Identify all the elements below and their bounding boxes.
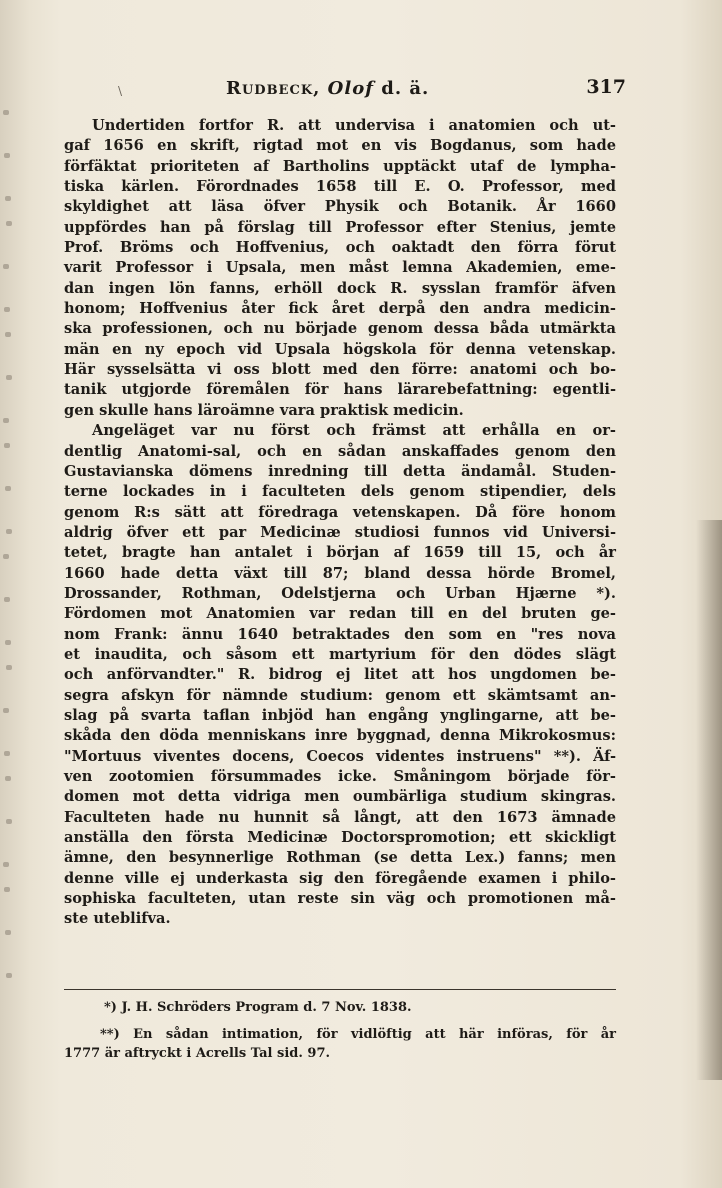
gutter-speck <box>4 153 10 158</box>
text-line: denne ville ej underkasta sig den föregående examen i philo- <box>64 869 616 887</box>
gutter-speck <box>5 332 11 337</box>
gutter-speck <box>6 375 12 380</box>
text-line: ste uteblifva. <box>64 910 171 928</box>
text-line: tanik utgjorde föremålen för hans lärarebefattning: egentli- <box>64 381 616 399</box>
text-line: "Mortuus viventes docens, Coecos videntes instruens" **). Äf- <box>64 747 616 765</box>
footnote-rule <box>64 989 616 990</box>
text-line: Drossander, Rothman, Odelstjerna och Urban Hjærne *). <box>64 584 616 602</box>
text-line: skyldighet att läsa öfver Physik och Botanik. År 1660 <box>64 198 616 216</box>
entry-given-name: Olof <box>327 78 374 99</box>
text-line: 1660 hade detta växt till 87; bland dessa hörde Bromel, <box>64 564 616 582</box>
gutter-speck <box>4 887 10 892</box>
page-number: 317 <box>586 76 626 98</box>
gutter-speck <box>3 554 9 559</box>
text-line: Angeläget var nu först och främst att erhålla en or- <box>92 422 616 440</box>
gutter-speck <box>3 418 9 423</box>
entry-surname: Rudbeck, <box>226 78 321 99</box>
text-line: aldrig öfver ett par Medicinæ studiosi funnos vid Universi- <box>64 523 616 541</box>
text-line: gaf 1656 en skrift, rigtad mot en vis Bogdanus, som hade <box>64 137 616 155</box>
gutter-speck <box>6 665 12 670</box>
gutter-speck <box>6 819 12 824</box>
text-line: sophiska faculteten, utan reste sin väg och promotionen må- <box>64 890 616 908</box>
gutter-speck <box>4 443 10 448</box>
text-line: dan ingen lön fanns, erhöll dock R. sysslan framför äfven <box>64 279 616 297</box>
text-line: honom; Hoffvenius åter fick året derpå den andra medicin- <box>64 300 616 318</box>
gutter-speck <box>5 196 11 201</box>
body-text <box>64 116 616 930</box>
text-line: skåda den döda menniskans inre byggnad, denna Mikrokosmus: <box>64 727 616 745</box>
text-line: domen mot detta vidriga men oumbärliga studium skingras. <box>64 788 616 806</box>
page-edge-shadow <box>696 520 722 1080</box>
text-line: genom R:s sätt att föredraga vetenskapen. Då före honom <box>64 503 616 521</box>
gutter-speck <box>6 529 12 534</box>
running-head <box>118 74 626 104</box>
gutter-speck <box>6 973 12 978</box>
gutter-speck <box>4 751 10 756</box>
text-line: nom Frank: ännu 1640 betraktades den som en "res nova <box>64 625 616 643</box>
gutter-speck <box>3 708 9 713</box>
footnote-1: *) J. H. Schröders Program d. 7 Nov. 1838. <box>104 1000 412 1015</box>
entry-suffix: d. ä. <box>381 78 430 99</box>
text-line: Faculteten hade nu hunnit så långt, att den 1673 ämnade <box>64 808 616 826</box>
text-line: ven zootomien försummades icke. Småningom började för- <box>64 768 616 785</box>
footnote-2: **) En sådan intimation, för vidlöftig att här införas, för år <box>100 1027 616 1042</box>
gutter-speck <box>5 930 11 935</box>
text-line: anställa den första Medicinæ Doctorspromotion; ett skickligt <box>64 829 616 847</box>
text-line: segra afskyn för nämnde studium: genom ett skämtsamt an- <box>64 686 616 704</box>
text-line: Här sysselsätta vi oss blott med den förre: anatomi och bo- <box>64 361 616 379</box>
text-line: terne lockades in i faculteten dels genom stipendier, dels <box>64 483 616 501</box>
text-line: dentlig Anatomi-sal, och en sådan anskaffades genom den <box>64 442 616 460</box>
gutter-speck <box>3 862 9 867</box>
gutter-edge <box>0 110 22 1010</box>
footnotes <box>64 998 616 1063</box>
text-line: varit Professor i Upsala, men måst lemna Akademien, eme- <box>64 259 616 277</box>
text-line: ska professionen, och nu började genom dessa båda utmärkta <box>64 320 616 338</box>
text-line: gen skulle hans läroämne vara praktisk medicin. <box>64 401 464 419</box>
text-line: Gustavianska dömens inredning till detta ändamål. Studen- <box>64 462 616 480</box>
text-line: ämne, den besynnerlige Rothman (se detta Lex.) fanns; men <box>64 849 616 867</box>
text-line: Undertiden fortfor R. att undervisa i anatomien och ut- <box>92 117 616 134</box>
gutter-speck <box>5 486 11 491</box>
text-line: Fördomen mot Anatomien var redan till en del bruten ge- <box>64 605 616 623</box>
gutter-speck <box>5 640 11 645</box>
text-line: tetet, bragte han antalet i början af 1659 till 15, och år <box>64 544 616 562</box>
gutter-speck <box>5 776 11 781</box>
gutter-speck <box>4 597 10 602</box>
footnote-2-continued: 1777 är aftryckt i Acrells Tal sid. 97. <box>64 1046 331 1061</box>
text-line: förfäktat prioriteten af Bartholins upptäckt utaf de lympha- <box>64 157 616 175</box>
text-line: och anförvandter." R. bidrog ej litet att hos ungdomen be- <box>64 666 616 684</box>
gutter-speck <box>3 264 9 269</box>
text-line: män en ny epoch vid Upsala högskola för denna vetenskap. <box>64 340 616 358</box>
text-line: Prof. Bröms och Hoffvenius, och oaktadt den förra förut <box>64 239 616 257</box>
text-line: tiska kärlen. Förordnades 1658 till E. O. Professor, med <box>64 178 616 196</box>
entry-title <box>226 78 429 99</box>
text-line: uppfördes han på förslag till Professor efter Stenius, jemte <box>64 218 616 236</box>
gutter-speck <box>6 221 12 226</box>
gutter-speck <box>4 307 10 312</box>
gutter-speck <box>3 110 9 115</box>
text-line: et inaudita, och såsom ett martyrium för den dödes slägt <box>64 645 616 663</box>
margin-mark: \ <box>118 84 123 98</box>
text-line: slag på svarta taflan inbjöd han engång ynglingarne, att be- <box>64 706 616 724</box>
